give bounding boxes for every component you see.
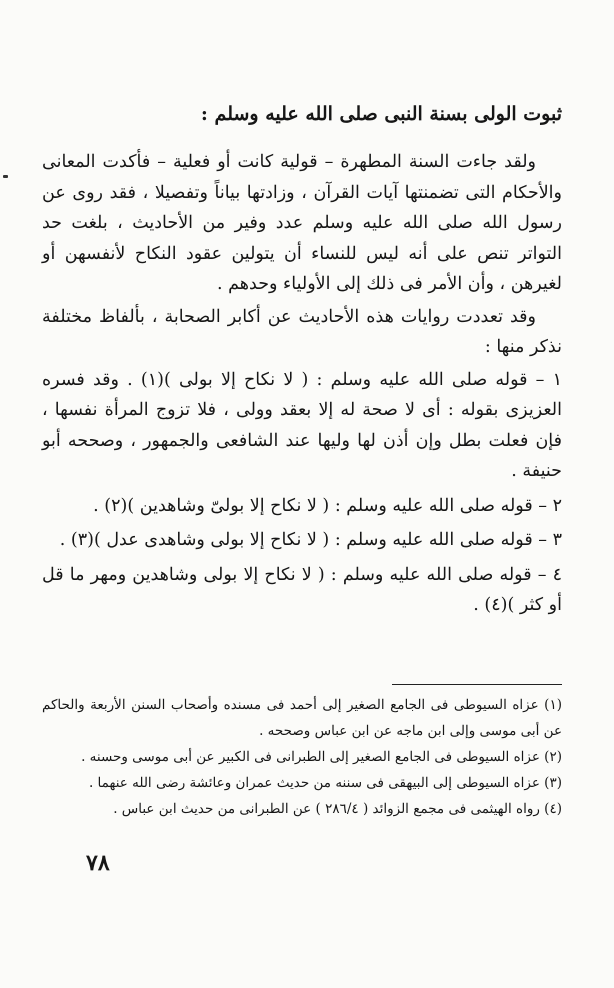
- section-heading: ثبوت الولى بسنة النبى صلى الله عليه وسلم :: [200, 103, 562, 125]
- footnote: (٣) عزاه السيوطى إلى البيهقى فى سننه من حديث عمران وعائشة رضى الله عنهما .: [88, 775, 562, 791]
- hadith-item-4: ٤ – قوله صلى الله عليه وسلم : ( لا نكاح إلا بولى وشاهدين ومهر ما قل أو كثر )(٤) .: [42, 564, 562, 615]
- footnotes: [42, 692, 562, 822]
- hadith-item-3: ٣ – قوله صلى الله عليه وسلم : ( لا نكاح إلا بولى وشاهدى عدل )(٣) .: [59, 530, 562, 550]
- footnote: (١) عزاه السيوطى فى الجامع الصغير إلى أحمد فى مسنده وأصحاب السنن الأربعة والحاكم عن أبى موسى وإلى ابن ماجه عن ابن عباس وصححه .: [42, 697, 562, 739]
- page-number: ٧٨: [86, 850, 110, 876]
- footnote: (٤) رواه الهيثمى فى مجمع الزوائد ( ٢٨٦/٤ ) عن الطبرانى من حديث ابن عباس .: [113, 801, 562, 817]
- paragraph: وقد تعددت روايات هذه الأحاديث عن أكابر الصحابة ، بألفاظ مختلفة نذكر منها :: [42, 306, 562, 357]
- footnote-separator: [392, 684, 562, 685]
- paragraph: ولقد جاءت السنة المطهرة – قولية كانت أو فعلية – فأكدت المعانى والأحكام التى تضمنتها آيات القرآن ، وزادتها بياناً وتفصيلا ، فقد روى عن رسول الله صلى الله عليه وسلم عدد وفير من الأحاديث ، بلغت حد التواتر تنص على أنه ليس للنساء أن يتولين عقود النكاح لأنفسهن أو لغيرهن ، وأن الأمر فى ذلك إلى الأولياء وحدهم .: [42, 152, 562, 294]
- main-text: [42, 147, 562, 621]
- scan-mark: [3, 175, 8, 178]
- hadith-item-2: ٢ – قوله صلى الله عليه وسلم : ( لا نكاح إلا بولىّ وشاهدين )(٢) .: [93, 495, 562, 516]
- hadith-item-1: ١ – قوله صلى الله عليه وسلم : ( لا نكاح إلا بولى )(١) . وقد فسره العزيزى بقوله : أى لا صحة له إلا بعقد وولى ، فلا تزوج المرأة نفسها ، فإن فعلت بطل وإن أذن لها وليها عند الشافعى والجمهور ، وصححه أبو حنيفة .: [42, 369, 562, 481]
- footnote: (٢) عزاه السيوطى فى الجامع الصغير إلى الطبرانى فى الكبير عن أبى موسى وحسنه .: [81, 749, 562, 765]
